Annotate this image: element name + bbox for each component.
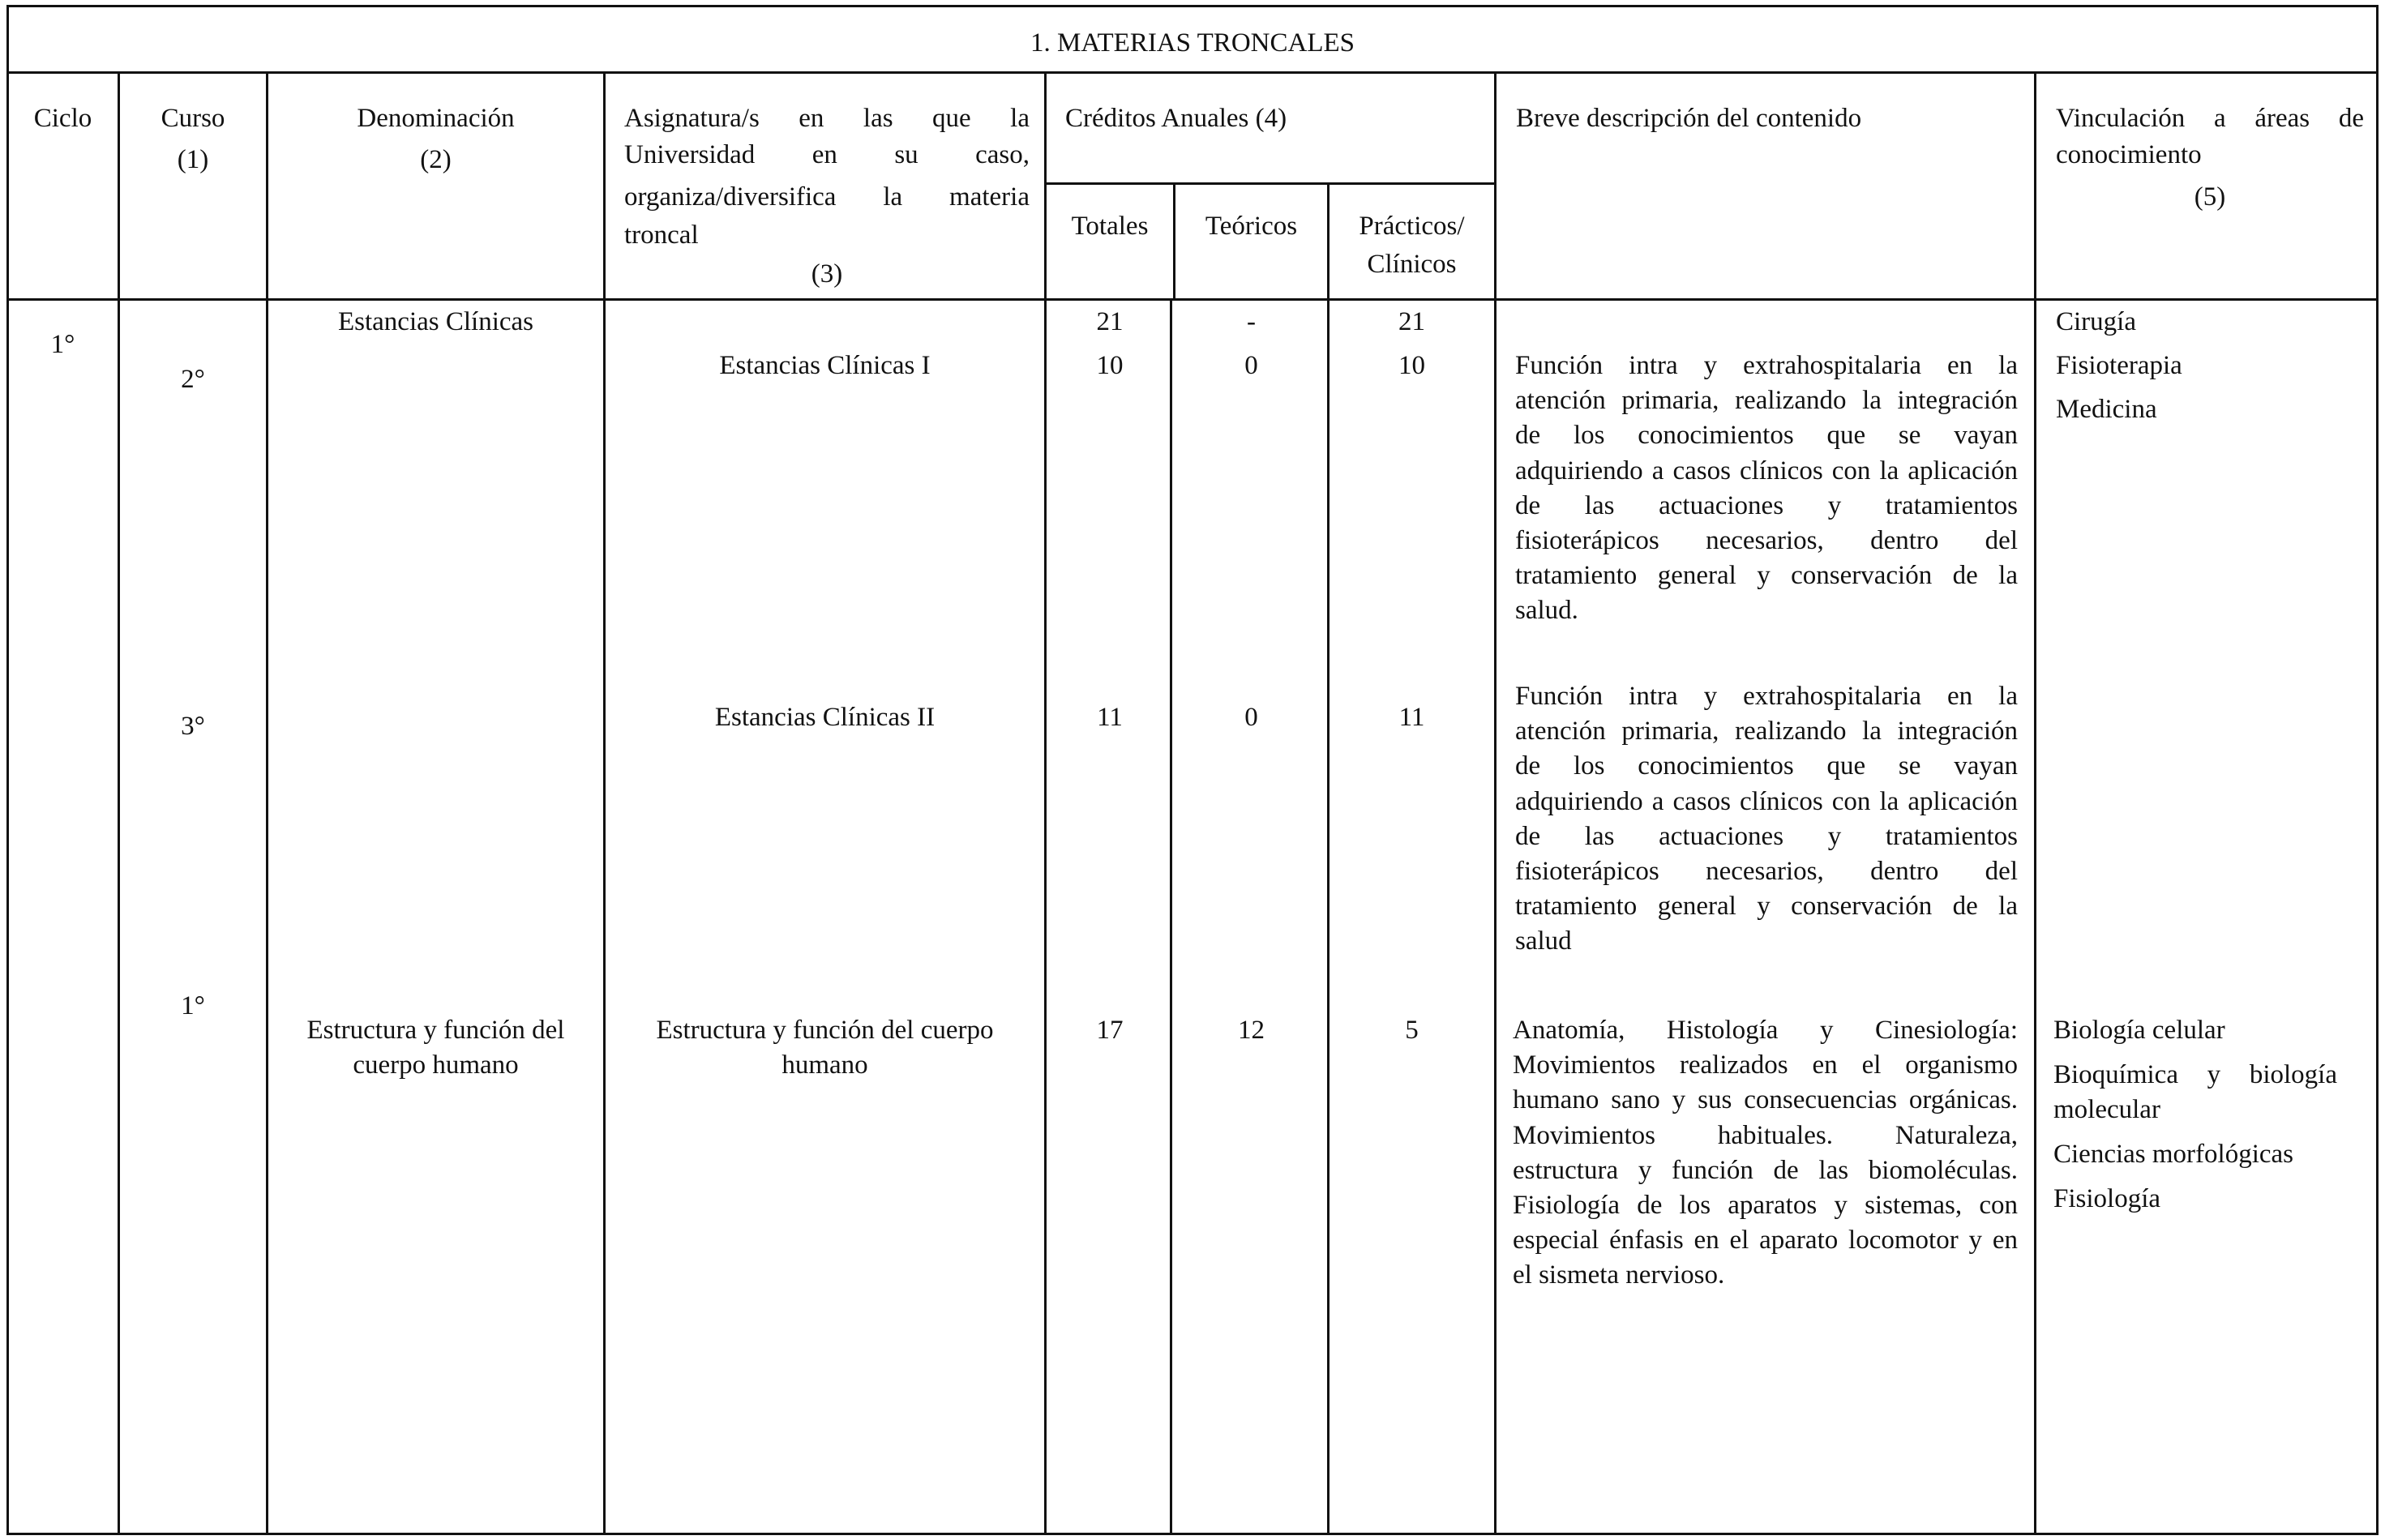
header-creditos: Créditos Anuales (4) [1065,104,1287,133]
row4-area-1: Biología celular [2053,1016,2225,1045]
header-asignatura-line-2: Universidad en su caso, [624,140,1030,169]
row4-descripcion-line: Movimientos realizados en el organismo [1513,1050,2018,1080]
row1-area-1: Cirugía [2056,307,2136,336]
row2-descripcion-line: atención primaria, realizando la integración [1515,386,2018,416]
row1-denominacion: Estancias Clínicas [337,307,534,336]
header-vinculacion-line-1: Vinculación a áreas de [2056,104,2364,133]
row3-descripcion-line: de los conocimientos que se vayan [1515,751,2018,781]
row3-descripcion-line: fisioterápicos necesarios, dentro del [1515,856,2018,886]
row4-area-5: Fisiología [2053,1184,2161,1213]
row4-descripcion-line: Movimientos habituales. Naturaleza, [1513,1120,2018,1150]
header-asignatura-line-1: Asignatura/s en las que la [624,104,1030,133]
header-asignatura-line-3: organiza/diversifica la materia [624,182,1030,212]
row3-descripcion-line: adquiriendo a casos clínicos con la aplicación [1515,786,2018,816]
header-teoricos: Teóricos [1205,212,1298,241]
col-divider-asignatura [1044,71,1047,1535]
row1-area-3: Medicina [2056,395,2157,424]
row3-teoricos: 0 [1244,703,1258,732]
row2-descripcion-line: Función intra y extrahospitalaria en la [1515,351,2018,380]
row1-practicos: 21 [1398,307,1425,336]
row3-curso: 3° [181,712,205,741]
header-curso: Curso [161,104,225,133]
row2-descripcion [1515,349,2018,629]
header-asignatura-note: (3) [811,259,843,289]
row2-totales: 10 [1096,351,1124,380]
row3-descripcion-line: tratamiento general y conservación de la [1515,892,2018,922]
row2-descripcion-line: de las actuaciones y tratamientos [1515,490,2018,520]
row2-descripcion-line: fisioterápicos necesarios, dentro del [1515,525,2018,555]
row4-descripcion-line: Fisiología de los aparatos y sistemas, con [1513,1190,2018,1220]
header-curso-note: (1) [177,145,209,174]
col-divider-ciclo [118,71,120,1535]
row4-practicos: 5 [1405,1016,1419,1045]
row4-descripcion-line: especial énfasis en el aparato locomotor y en [1513,1226,2018,1256]
row4-area-4: Ciencias morfológicas [2053,1140,2294,1169]
row4-denominacion-line-2: cuerpo humano [353,1050,519,1080]
row4-descripcion [1513,1013,2018,1294]
header-totales: Totales [1071,212,1149,241]
credits-subheader-divider [1044,182,1497,185]
col-divider-denominacion [603,71,606,1535]
col-divider-practicos [1494,71,1497,1535]
row4-asignatura-line-1: Estructura y función del cuerpo [656,1016,994,1045]
row4-denominacion-line-1: Estructura y función del [306,1016,565,1045]
col-divider-descripcion [2034,71,2036,1535]
row3-descripcion-line: Función intra y extrahospitalaria en la [1515,682,2018,711]
row3-descripcion-line: atención primaria, realizando la integración [1515,717,2018,746]
row1-area-2: Fisioterapia [2056,351,2182,380]
header-practicos-line-1: Prácticos/ [1359,212,1465,241]
row4-curso: 1° [181,991,205,1020]
row3-totales: 11 [1097,703,1123,732]
row2-descripcion-line: adquiriendo a casos clínicos con la aplicación [1515,456,2018,486]
col-divider-curso [266,71,268,1535]
row3-descripcion [1515,679,2018,960]
header-bottom-divider [6,298,2379,301]
row3-descripcion-line: de las actuaciones y tratamientos [1515,821,2018,851]
row4-teoricos: 12 [1238,1016,1265,1045]
row2-curso: 2° [181,365,205,394]
header-vinculacion-line-2: conocimiento [2056,140,2202,169]
header-vinculacion-note: (5) [2194,182,2226,212]
row4-descripcion-line: Anatomía, Histología y Cinesiología: [1513,1016,2018,1045]
row4-descripcion-line: humano sano y sus consecuencias orgánicas. [1513,1085,2018,1115]
row4-area-3: molecular [2053,1095,2160,1124]
row1-ciclo: 1° [50,330,75,359]
row4-totales: 17 [1096,1016,1124,1045]
row3-practicos: 11 [1398,703,1425,732]
title-divider [6,71,2379,74]
col-divider-teoricos [1327,182,1330,1535]
header-asignatura-line-4: troncal [624,220,699,250]
row4-descripcion-line: el sismeta nervioso. [1513,1260,1725,1290]
row1-totales: 21 [1096,307,1124,336]
row2-descripcion-line: de los conocimientos que se vayan [1515,421,2018,451]
col-divider-totales-body [1170,298,1172,1535]
row4-descripcion-line: estructura y función de las biomoléculas. [1513,1155,2018,1185]
row2-asignatura: Estancias Clínicas I [719,351,931,380]
header-descripcion: Breve descripción del contenido [1516,104,1862,133]
row2-practicos: 10 [1398,351,1425,380]
row4-area-2: Bioquímica y biología [2053,1060,2337,1089]
row2-descripcion-line: tratamiento general y conservación de la [1515,561,2018,591]
header-denominacion: Denominación [357,104,515,133]
header-practicos-line-2: Clínicos [1367,250,1457,279]
header-denominacion-note: (2) [420,145,452,174]
table-title: 1. MATERIAS TRONCALES [1030,28,1355,58]
row2-teoricos: 0 [1244,351,1258,380]
header-ciclo: Ciclo [33,104,92,133]
row1-teoricos: - [1247,307,1256,336]
row3-asignatura: Estancias Clínicas II [714,703,936,732]
row3-descripcion-line: salud [1515,926,1572,956]
row2-descripcion-line: salud. [1515,596,1578,626]
row4-asignatura-line-2: humano [781,1050,868,1080]
